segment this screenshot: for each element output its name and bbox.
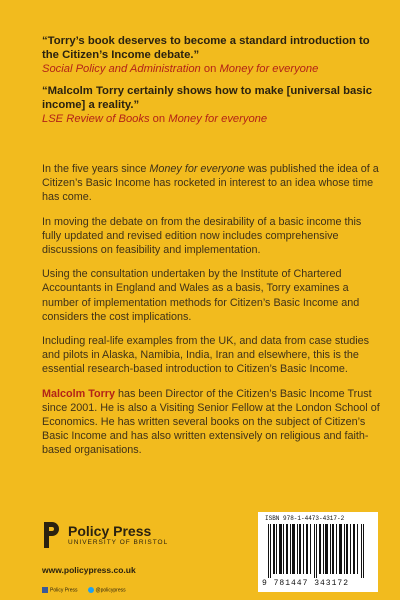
review-quotes	[42, 34, 372, 134]
barcode-number: 9 781447 343172	[262, 579, 350, 588]
quote-1-book: Money for everyone	[219, 63, 319, 75]
quote-1-source: Social Policy and Administration on Money for everyone	[42, 63, 319, 75]
isbn-text: ISBN 978-1-4473-4317-2	[265, 515, 345, 522]
policy-press-logo-icon	[42, 520, 60, 550]
author-bio: Malcolm Torry has been Director of the Citizen’s Basic Income Trust since 2001. He is also a Visiting Senior Fellow at the London School of Economics. He has written several books on the subject of Citizen’s Basic Income and has also written extensively on religious and faith-based organisations.	[42, 387, 380, 457]
blurb	[42, 162, 382, 468]
facebook-icon	[42, 587, 48, 593]
publisher-url[interactable]: www.policypress.co.uk	[42, 565, 136, 575]
blurb-paragraph-4: Including real-life examples from the UK, and data from case studies and pilots in Alaska, Namibia, India, Iran and elsewhere, this is the essential research-based introduction to Citizen’s Basic Income.	[42, 335, 370, 376]
quote-1-journal: Social Policy and Administration	[42, 63, 201, 75]
blurb-paragraph-3: Using the consultation undertaken by the Institute of Chartered Accountants in England and Wales as a basis, Torry examines a number of implementation methods for Citizen’s Basic Income and considers the cost implications.	[42, 268, 360, 323]
barcode-icon	[266, 524, 370, 578]
quote-1: “Torry’s book deserves to become a standard introduction to the Citizen’s Income debate.”	[42, 35, 370, 61]
blurb-paragraph-2: In moving the debate on from the desirability of a basic income this fully updated and revised edition now includes comprehensive discussions on feasibility and implementation.	[42, 215, 362, 257]
facebook-link[interactable]: Policy Press	[42, 587, 78, 593]
quote-2-journal: LSE Review of Books	[42, 113, 150, 125]
quote-2: “Malcolm Torry certainly shows how to make [universal basic income] a reality.”	[42, 85, 373, 111]
quote-2-book: Money for everyone	[168, 113, 268, 125]
author-name: Malcolm Torry	[42, 387, 115, 400]
quote-2-source: LSE Review of Books on Money for everyone	[42, 113, 268, 125]
social-links	[42, 587, 126, 593]
blurb-paragraph-1: In the five years since Money for everyone was published the idea of a Citizen’s Basic Income has rocketed in interest to an idea whose time has come.	[42, 163, 379, 204]
barcode-box	[258, 512, 378, 592]
publisher-sub: UNIVERSITY OF BRISTOL	[68, 539, 169, 546]
publisher-name: Policy Press	[68, 523, 152, 539]
twitter-icon	[88, 587, 94, 593]
publisher-logo	[42, 520, 168, 550]
twitter-link[interactable]: @policypress	[88, 587, 126, 593]
